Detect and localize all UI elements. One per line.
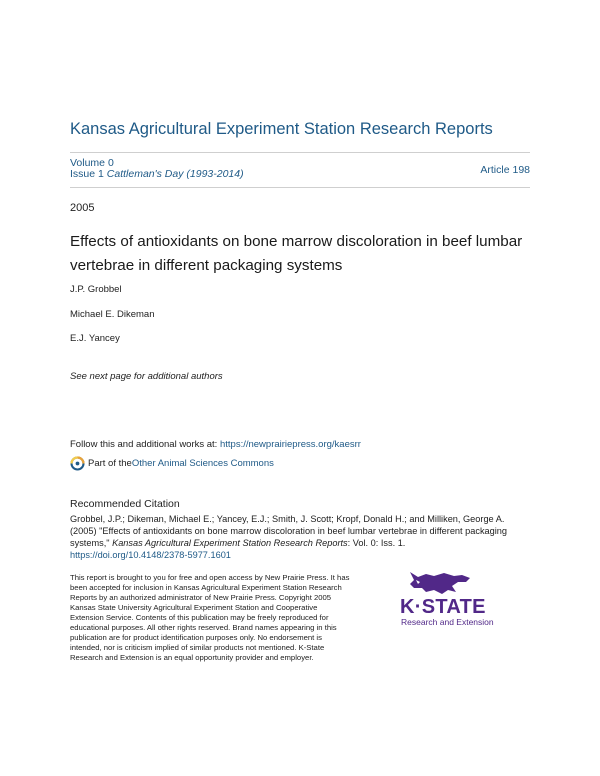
article-number-link[interactable]: Article 198 (480, 164, 530, 176)
doi-link[interactable]: https://doi.org/10.4148/2378-5977.1601 (70, 550, 231, 560)
commons-link[interactable]: Other Animal Sciences Commons (131, 458, 274, 469)
issue-label[interactable]: Issue 1 (70, 168, 104, 180)
header-bottom-divider (70, 187, 530, 188)
part-of-prefix: Part of the (88, 458, 132, 469)
article-title: Effects of antioxidants on bone marrow discoloration in beef lumbar vertebrae in different packaging systems (70, 233, 523, 274)
journal-title-link[interactable]: Kansas Agricultural Experiment Station Research Reports (70, 120, 493, 138)
kstate-wordmark: K·STATE (400, 596, 486, 618)
issue-series[interactable]: Cattleman's Day (1993-2014) (106, 168, 244, 180)
follow-line (70, 439, 361, 450)
repository-link[interactable]: https://newprairiepress.org/kaesrr (219, 439, 361, 450)
author-1: J.P. Grobbel (70, 284, 122, 295)
citation-volume: : Vol. 0: Iss. 1. (347, 538, 406, 548)
kstate-tagline: Research and Extension (401, 617, 494, 627)
citation-body: Grobbel, J.P.; Dikeman, Michael E.; Yancey, E.J.; Smith, J. Scott; Kropf, Donald H.; and Milliken, George A. (2005) "Effects of antioxidants on bone marrow discoloration in beef lumbar vertebrae in different packaging systems," (70, 514, 508, 548)
publication-year: 2005 (70, 202, 95, 214)
header-top-divider (70, 152, 530, 153)
part-of-line (70, 456, 274, 471)
recommended-citation-heading: Recommended Citation (70, 498, 180, 510)
additional-authors-note: See next page for additional authors (70, 371, 223, 382)
network-commons-icon (70, 456, 85, 471)
access-statement: This report is brought to you for free and open access by New Prairie Press. It has been accepted for inclusion in Kansas Agricultural Experiment Station Research Reports by an authorized administrator of New Prairie Press. Copyright 2005 Kansas State University Agricultural Experiment Station and Cooperative Extension Service. Contents of this publication may be freely reproduced for educational purposes. All other rights reserved. Brand names appearing in this publication are for product identification purposes only. No endorsement is intended, nor is criticism implied of similar products not mentioned. K-State Research and Extension is an equal opportunity provider and employer. (70, 573, 350, 662)
citation-journal: Kansas Agricultural Experiment Station Research Reports (112, 538, 348, 548)
citation-text (70, 513, 530, 561)
author-2: Michael E. Dikeman (70, 309, 155, 320)
volume-link[interactable]: Volume 0 (70, 157, 114, 169)
author-3: E.J. Yancey (70, 333, 120, 344)
issue-line[interactable] (70, 168, 244, 180)
follow-prefix: Follow this and additional works at: (70, 439, 220, 450)
